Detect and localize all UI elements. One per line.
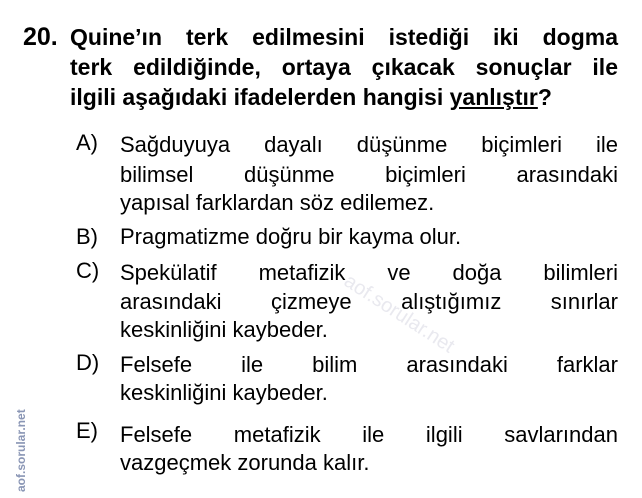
- option-d-line-1[interactable]: Felsefe ile bilim arasındaki farklar: [120, 352, 618, 377]
- option-a-line-1[interactable]: Sağduyuya dayalı düşünme biçimleri ile: [120, 132, 618, 157]
- question-stem-line-3: [70, 82, 552, 112]
- option-e-line-2[interactable]: vazgeçmek zorunda kalır.: [120, 450, 370, 475]
- option-e-line-1[interactable]: Felsefe metafizik ile ilgili savlarından: [120, 422, 618, 447]
- diagonal-watermark: aof.sorular.net: [340, 270, 459, 358]
- option-e-letter[interactable]: E): [76, 418, 98, 443]
- option-c-letter[interactable]: C): [76, 258, 100, 283]
- option-c-line-1[interactable]: Spekülatif metafizik ve doğa bilimleri: [120, 260, 618, 285]
- question-stem-emphasis: yanlıştır: [449, 84, 538, 110]
- question-stem-suffix: ?: [537, 84, 552, 110]
- option-a-letter[interactable]: A): [76, 130, 98, 155]
- option-d-line-2[interactable]: keskinliğini kaybeder.: [120, 380, 328, 405]
- option-b-line-1[interactable]: Pragmatizme doğru bir kayma olur.: [120, 224, 462, 249]
- question-number: 20.: [23, 23, 58, 51]
- option-c-line-3[interactable]: keskinliğini kaybeder.: [120, 317, 328, 342]
- option-b-letter[interactable]: B): [76, 224, 98, 249]
- question-stem-line-1: Quine’ın terk edilmesini istediği iki dogma: [70, 24, 618, 50]
- question-stem-line-2: terk edildiğinde, ortaya çıkacak sonuçlar ile: [70, 54, 618, 80]
- option-c-line-2[interactable]: arasındaki çizmeye alıştığımız sınırlar: [120, 289, 618, 314]
- option-a-line-2[interactable]: bilimsel düşünme biçimleri arasındaki: [120, 162, 618, 187]
- question-stem-prefix: ilgili aşağıdaki ifadelerden hangisi: [70, 84, 450, 110]
- option-d-letter[interactable]: D): [76, 350, 100, 375]
- option-a-line-3[interactable]: yapısal farklardan söz edilemez.: [120, 190, 435, 215]
- side-watermark: aof.sorular.net: [14, 409, 28, 492]
